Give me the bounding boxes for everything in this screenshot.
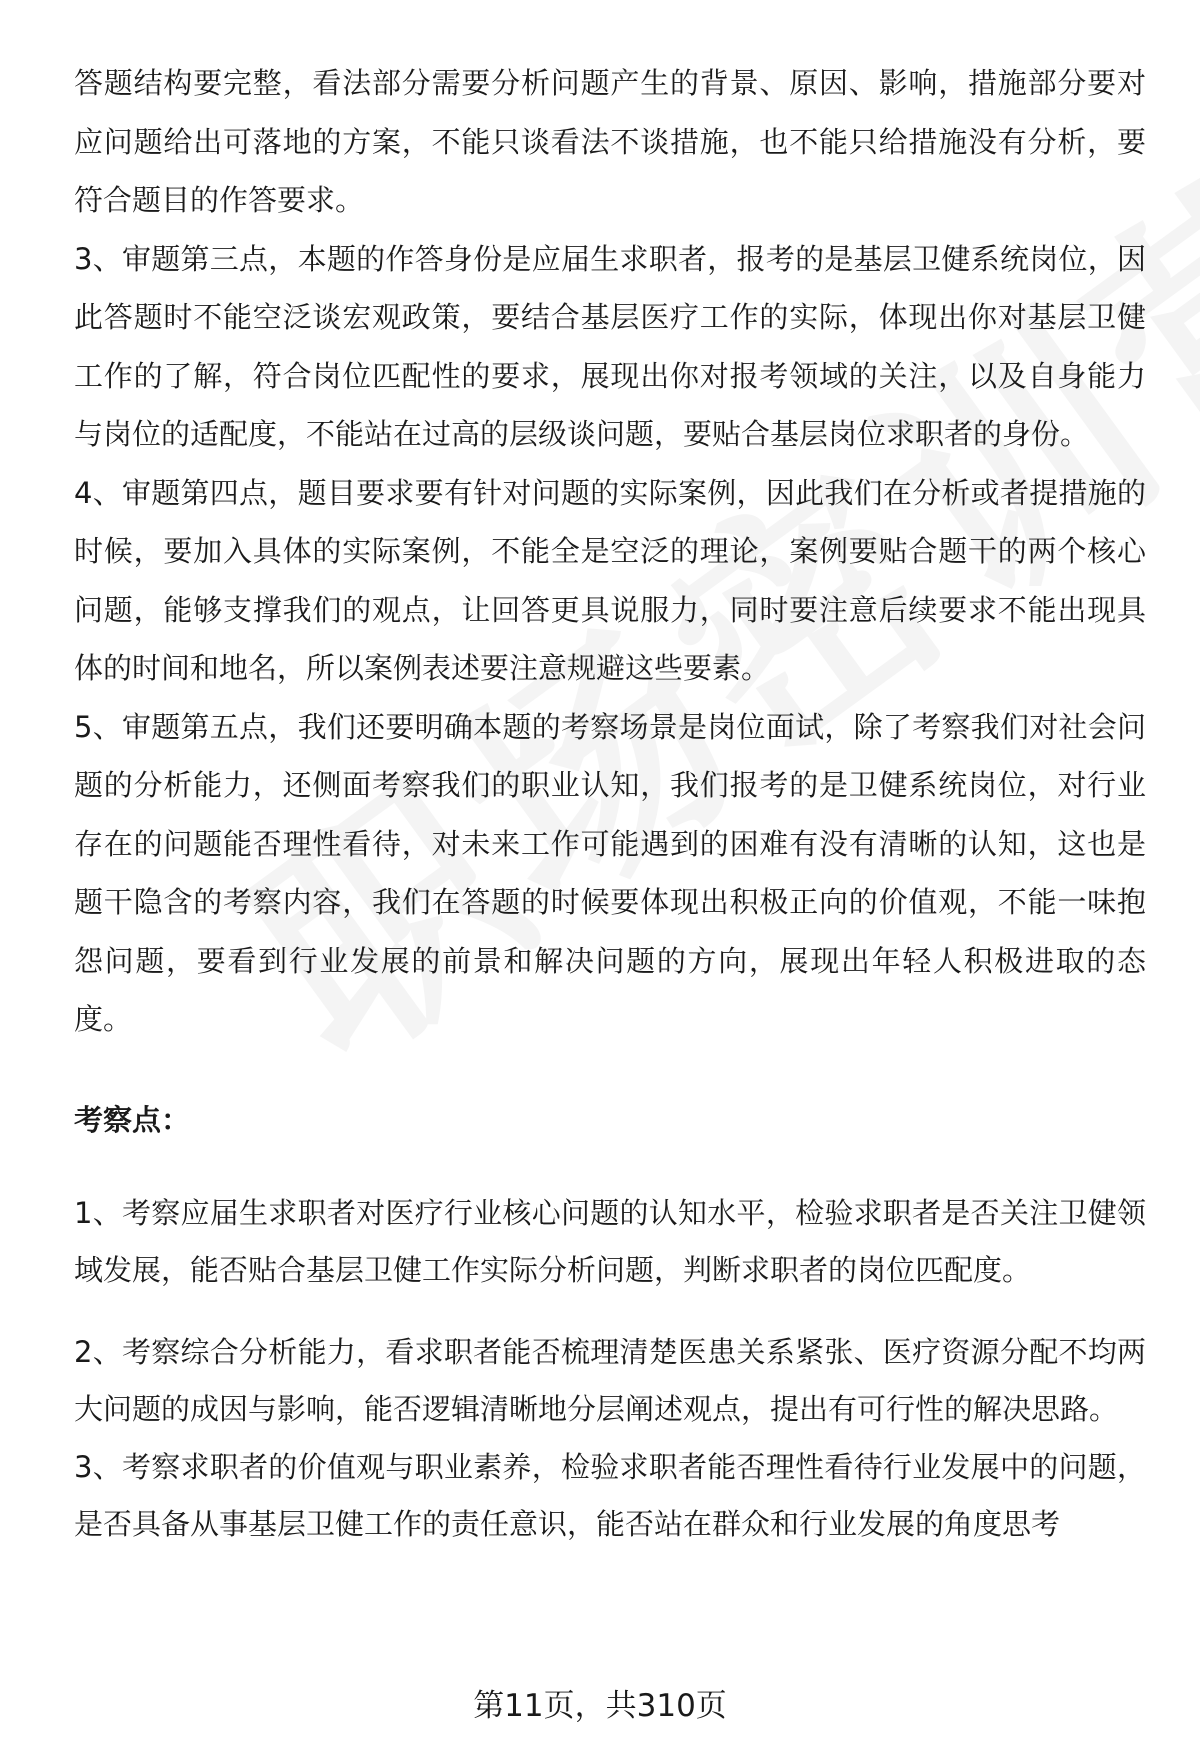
document-body [74, 54, 1146, 1554]
paragraph-point-3: 3、审题第三点，本题的作答身份是应届生求职者，报考的是基层卫健系统岗位，因此答题时不能空泛谈宏观政策，要结合基层医疗工作的实际，体现出你对基层卫健工作的了解，符合岗位匹配性的要求，展现出你对报考领域的关注，以及自身能力与岗位的适配度，不能站在过高的层级谈问题，要贴合基层岗位求职者的身份。 [74, 241, 1146, 451]
section-title-exam-points: 考察点： [74, 1102, 191, 1137]
page-number-footer: 第11页，共310页 [473, 1688, 727, 1724]
exam-point-2: 2、考察综合分析能力，看求职者能否梳理清楚医患关系紧张、医疗资源分配不均两大问题的成因与影响，能否逻辑清晰地分层阐述观点，提出有可行性的解决思路。 [74, 1334, 1146, 1426]
paragraph-point-5: 5、审题第五点，我们还要明确本题的考察场景是岗位面试，除了考察我们对社会问题的分析能力，还侧面考察我们的职业认知，我们报考的是卫健系统岗位，对行业存在的问题能否理性看待，对未来工作可能遇到的困难有没有清晰的认知，这也是题干隐含的考察内容，我们在答题的时候要体现出积极正向的价值观，不能一味抱怨问题，要看到行业发展的前景和解决问题的方向，展现出年轻人积极进取的态度。 [74, 709, 1146, 1036]
paragraph-answer-structure: 答题结构要完整，看法部分需要分析问题产生的背景、原因、影响，措施部分要对应问题给出可落地的方案，不能只谈看法不谈措施，也不能只给措施没有分析，要符合题目的作答要求。 [74, 66, 1146, 217]
paragraph-point-4: 4、审题第四点，题目要求要有针对问题的实际案例，因此我们在分析或者提措施的时候，要加入具体的实际案例，不能全是空泛的理论，案例要贴合题干的两个核心问题，能够支撑我们的观点，让回答更具说服力，同时要注意后续要求不能出现具体的时间和地名，所以案例表述要注意规避这些要素。 [74, 475, 1146, 685]
exam-point-1: 1、考察应届生求职者对医疗行业核心问题的认知水平，检验求职者是否关注卫健领域发展，能否贴合基层卫健工作实际分析问题，判断求职者的岗位匹配度。 [74, 1195, 1146, 1287]
exam-point-3: 3、考察求职者的价值观与职业素养，检验求职者能否理性看待行业发展中的问题，是否具备从事基层卫健工作的责任意识，能否站在群众和行业发展的角度思考 [74, 1449, 1146, 1541]
